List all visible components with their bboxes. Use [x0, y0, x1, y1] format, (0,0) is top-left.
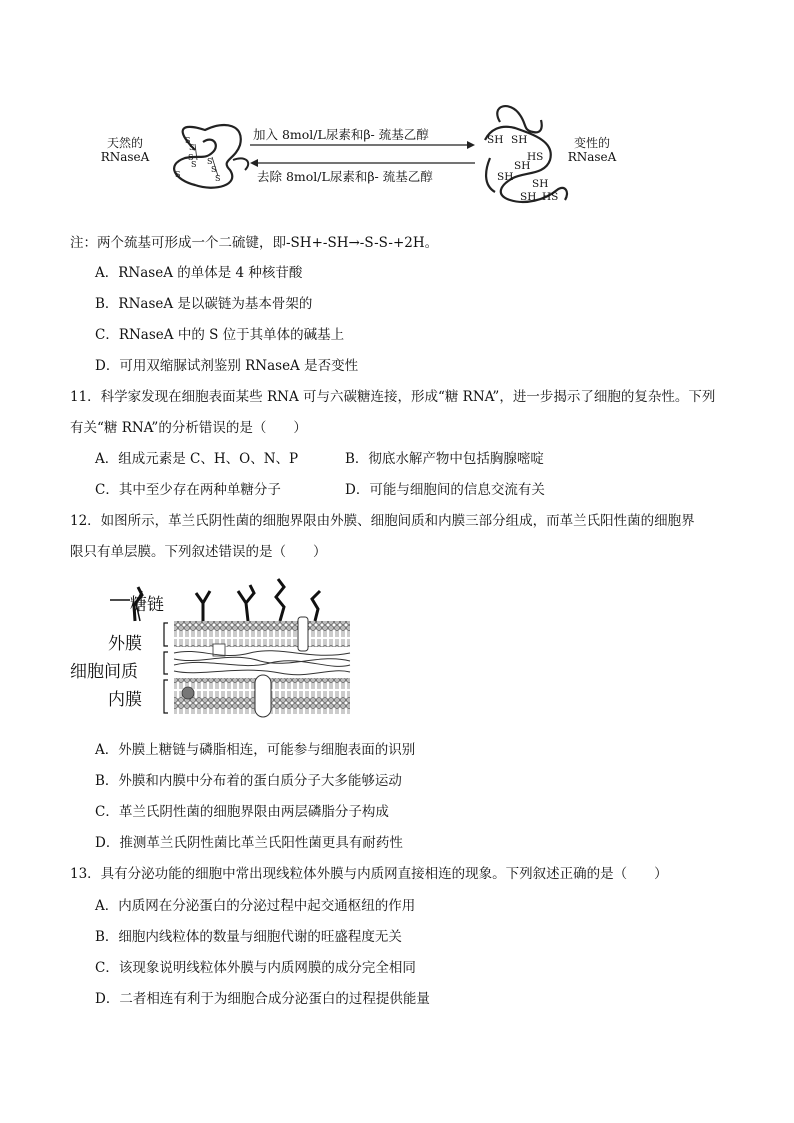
- q10-option-d: D．可用双缩脲试剂鉴别 RNaseA 是否变性: [95, 358, 359, 374]
- q12-option-b: B．外膜和内膜中分布着的蛋白质分子大多能够运动: [95, 773, 402, 789]
- rnasea-denaturation-diagram: [95, 100, 635, 215]
- inner-membrane-protein: [255, 675, 271, 717]
- denatured-group-2: SH: [511, 134, 528, 146]
- backward-arrow-label: 去除 8mol/L尿素和β- 巯基乙醇: [257, 169, 433, 184]
- q13-option-c: C．该现象说明线粒体外膜与内质网膜的成分完全相同: [95, 960, 416, 976]
- native-s-4: S: [191, 160, 197, 169]
- q12-option-d: D．推测革兰氏阴性菌比革兰氏阳性菌更具有耐药性: [95, 835, 403, 851]
- native-s-8: S: [175, 170, 181, 179]
- q10-option-a: A．RNaseA 的单体是 4 种核苷酸: [95, 265, 303, 281]
- q13-option-d: D．二者相连有利于为细胞合成分泌蛋白的过程提供能量: [95, 991, 430, 1007]
- native-s-3: S: [188, 153, 194, 162]
- q12-stem-line-2: 限只有单层膜。下列叙述错误的是（ ）: [70, 544, 327, 560]
- native-s-1: S: [185, 136, 191, 145]
- inner-membrane-particle: [182, 687, 194, 699]
- native-s-5: S: [207, 157, 213, 166]
- q11-option-d: D．可能与细胞间的信息交流有关: [345, 482, 545, 498]
- inner-membrane-bracket: [164, 680, 168, 713]
- outer-membrane-bracket: [164, 623, 168, 646]
- sugar-chain-4: [312, 591, 320, 621]
- q11-option-b: B．彻底水解产物中包括胸腺嘧啶: [345, 451, 544, 467]
- forward-arrow-head: [467, 141, 475, 149]
- q12-option-c: C．革兰氏阴性菌的细胞界限由两层磷脂分子构成: [95, 804, 389, 820]
- native-s-6: S: [211, 165, 217, 174]
- q11-option-a: A．组成元素是 C、H、O、N、P: [95, 451, 299, 467]
- outer-membrane-label: 外膜: [108, 634, 142, 654]
- outer-membrane-protein: [298, 617, 308, 651]
- cell-envelope-diagram: [70, 573, 355, 723]
- q13-stem: 13．具有分泌功能的细胞中常出现线粒体外膜与内质网直接相连的现象。下列叙述正确的是（ ）: [70, 866, 668, 882]
- q10-option-c: C．RNaseA 中的 S 位于其单体的碱基上: [95, 327, 345, 343]
- denatured-chain-path: [485, 106, 567, 202]
- periplasm-label: 细胞间质: [70, 662, 138, 682]
- native-s-7: S: [215, 174, 221, 183]
- sugar-chain-3: [276, 579, 284, 621]
- forward-arrow-label: 加入 8mol/L尿素和β- 巯基乙醇: [253, 127, 429, 142]
- denatured-group-8: HS: [542, 191, 559, 203]
- q11-option-c: C．其中至少存在两种单糖分子: [95, 482, 281, 498]
- outer-membrane-bilayer: [174, 621, 350, 647]
- native-label-2: RNaseA: [100, 150, 150, 164]
- sugar-chain-1: [196, 591, 210, 621]
- sugar-chain-2: [238, 585, 254, 621]
- periplasm-bracket: [164, 652, 168, 674]
- denatured-group-7: SH: [520, 191, 537, 203]
- native-s-2: S: [189, 143, 195, 152]
- q10-option-b: B．RNaseA 是以碳链为基本骨架的: [95, 296, 313, 312]
- q11-stem-line-1: 11．科学家发现在细胞表面某些 RNA 可与六碳糖连接，形成“糖 RNA”，进一步揭示了细胞的复杂性。下列: [70, 389, 716, 405]
- q13-option-b: B．细胞内线粒体的数量与细胞代谢的旺盛程度无关: [95, 929, 402, 945]
- q13-option-a: A．内质网在分泌蛋白的分泌过程中起交通枢纽的作用: [95, 898, 416, 914]
- denatured-group-4: SH: [514, 160, 531, 172]
- backward-arrow-head: [250, 159, 258, 167]
- inner-membrane-label: 内膜: [108, 690, 142, 710]
- denatured-label-2: RNaseA: [567, 150, 617, 164]
- denatured-group-6: SH: [532, 178, 549, 190]
- sugar-chain-label: 糖链: [130, 595, 164, 615]
- denatured-label-1: 变性的: [573, 136, 610, 150]
- q12-stem-line-1: 12．如图所示，革兰氏阴性菌的细胞界限由外膜、细胞间质和内膜三部分组成，而革兰氏阳性菌的细胞界: [70, 513, 695, 529]
- q11-stem-line-2: 有关“糖 RNA”的分析错误的是（ ）: [70, 420, 307, 436]
- note-text: 注：两个巯基可形成一个二硫键，即-SH+-SH→-S-S-+2H。: [70, 235, 439, 251]
- denatured-group-5: SH: [497, 171, 514, 183]
- native-chain-tail: [233, 158, 248, 170]
- native-label-1: 天然的: [106, 136, 143, 150]
- denatured-group-3: HS: [527, 151, 544, 163]
- denatured-group-1: SH: [487, 134, 504, 146]
- q12-option-a: A．外膜上糖链与磷脂相连，可能参与细胞表面的识别: [95, 742, 416, 758]
